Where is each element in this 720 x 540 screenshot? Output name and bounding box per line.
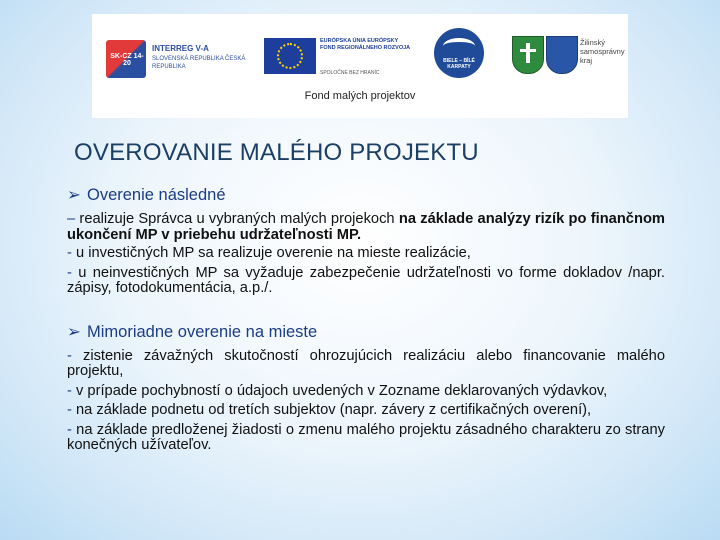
slide-content	[67, 184, 665, 458]
list-item-text: zistenie závažných skutočností ohrozujúcich realizáciu alebo financovanie malého projektu,	[67, 347, 665, 379]
dash-marker: –	[67, 211, 76, 227]
euroregion-wave-icon	[443, 38, 475, 54]
list-item	[67, 349, 665, 380]
eu-logo-subtext: SPOLOČNE BEZ HRANÍC	[320, 70, 380, 76]
list-item-text: u neinvestičných MP sa vyžaduje zabezpečenie udržateľnosti vo forme dokladov /napr. zápisy, fotodokumentácia, a.p./.	[67, 264, 665, 296]
list-item-text: v prípade pochybností o údajoch uvedených v Zozname deklarovaných výdavkov,	[71, 382, 608, 399]
zilina-region-text: Žilinský samosprávny kraj	[580, 38, 625, 65]
interreg-mark-icon	[106, 40, 146, 78]
list-item-text: realizuje Správca u vybraných malých projekoch	[75, 211, 399, 227]
list-item	[67, 403, 665, 419]
cross-horizontal	[520, 49, 536, 52]
dash-marker: -	[67, 402, 72, 418]
eu-stars-icon	[277, 43, 303, 69]
euroregion-label: BIELE – BÍLÉ KARPATY	[443, 58, 475, 70]
section-heading-text: Overenie následné	[87, 186, 226, 204]
zilina-shield-icon	[512, 36, 544, 74]
zilina-region-logo	[512, 36, 625, 80]
euroregion-logo	[434, 28, 486, 90]
interreg-name: INTERREG V-A	[152, 44, 209, 53]
dash-marker: -	[67, 264, 72, 281]
arrow-bullet-icon: ➢	[67, 322, 81, 341]
dash-marker: -	[67, 245, 72, 261]
list-item	[67, 266, 665, 297]
zilina-shield2-icon	[546, 36, 578, 74]
cross-vertical	[526, 43, 530, 63]
list-item-bold-text: na základe analýzy rizík po finančnom ukončení MP v priebehu udržateľnosti MP.	[67, 211, 665, 243]
section-heading-follow-up	[67, 184, 665, 206]
eu-logo	[264, 36, 414, 80]
arrow-bullet-icon: ➢	[67, 186, 81, 204]
eu-logo-text: EURÓPSKA ÚNIA EURÓPSKY FOND REGIONÁLNEHO ROZVOJA	[320, 38, 411, 51]
section-heading-extraordinary	[67, 321, 665, 343]
page-title: OVEROVANIE MALÉHO PROJEKTU	[74, 139, 479, 166]
section-heading-text: Mimoriadne overenie na mieste	[87, 322, 318, 341]
eu-flag-icon	[264, 38, 316, 74]
logo-banner	[92, 14, 628, 118]
interreg-mark-text: SK-CZ 14-20	[110, 53, 144, 67]
list-item	[67, 423, 665, 454]
interreg-subtitle: SLOVENSKÁ REPUBLIKA ČESKÁ REPUBLIKA	[152, 56, 246, 70]
dash-marker: -	[67, 382, 72, 399]
list-item-text: u investičných MP sa realizuje overenie na mieste realizácie,	[71, 245, 471, 261]
list-item	[67, 384, 665, 400]
interreg-logo	[106, 40, 258, 78]
fund-name: Fond malých projektov	[304, 90, 416, 102]
dash-marker: -	[67, 421, 72, 438]
list-item	[67, 246, 665, 262]
list-item-text: na základe predloženej žiadosti o zmenu malého projektu zásadného charakteru zo strany konečných užívateľov.	[67, 421, 665, 453]
dash-marker: -	[67, 347, 72, 364]
list-item-text: na základe podnetu od tretích subjektov (napr. závery z certifikačných overení),	[71, 402, 592, 418]
list-item	[67, 212, 665, 243]
euroregion-circle-icon	[434, 28, 484, 78]
